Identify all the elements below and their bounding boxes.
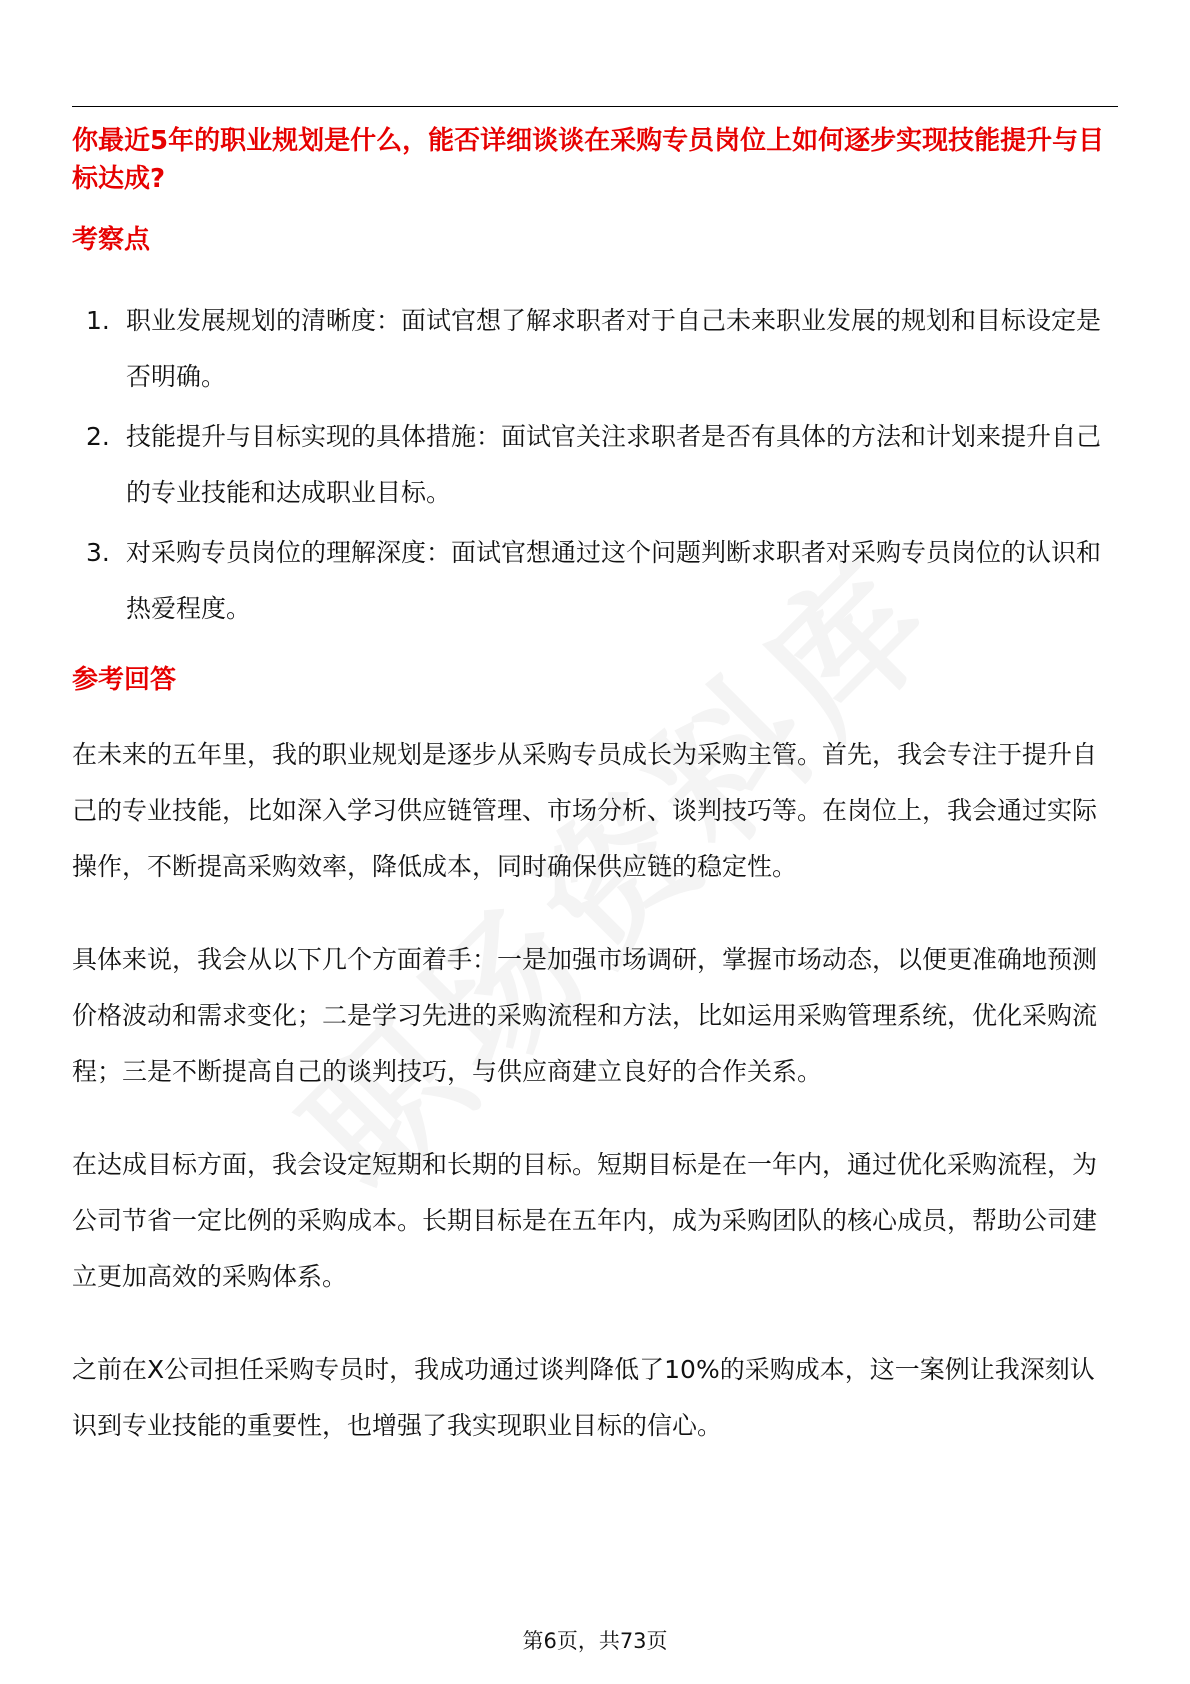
document-page xyxy=(72,0,1118,1684)
list-item-number: 1. xyxy=(86,306,110,335)
top-divider xyxy=(72,106,1118,107)
list-item xyxy=(72,525,1118,637)
list-item-text: 职业发展规划的清晰度：面试官想了解求职者对于自己未来职业发展的规划和目标设定是否明确。 xyxy=(126,306,1102,391)
answer-heading: 参考回答 xyxy=(72,665,177,695)
points-list xyxy=(72,293,1118,641)
answer-paragraph: 在未来的五年里，我的职业规划是逐步从采购专员成长为采购主管。首先，我会专注于提升自己的专业技能，比如深入学习供应链管理、市场分析、谈判技巧等。在岗位上，我会通过实际操作，不断提高采购效率，降低成本，同时确保供应链的稳定性。 xyxy=(72,740,1098,881)
answer-paragraph: 具体来说，我会从以下几个方面着手：一是加强市场调研，掌握市场动态，以便更准确地预测价格波动和需求变化；二是学习先进的采购流程和方法，比如运用采购管理系统，优化采购流程；三是不断提高自己的谈判技巧，与供应商建立良好的合作关系。 xyxy=(72,945,1098,1086)
question-title: 你最近5年的职业规划是什么，能否详细谈谈在采购专员岗位上如何逐步实现技能提升与目标达成? xyxy=(72,126,1105,194)
list-item-text: 对采购专员岗位的理解深度：面试官想通过这个问题判断求职者对采购专员岗位的认识和热爱程度。 xyxy=(126,538,1102,623)
answer-paragraph: 在达成目标方面，我会设定短期和长期的目标。短期目标是在一年内，通过优化采购流程，为公司节省一定比例的采购成本。长期目标是在五年内，成为采购团队的核心成员，帮助公司建立更加高效的采购体系。 xyxy=(72,1150,1098,1291)
list-item-number: 3. xyxy=(86,538,110,567)
list-item xyxy=(72,293,1118,405)
page-number: 第6页，共73页 xyxy=(522,1629,668,1653)
answer-paragraph: 之前在X公司担任采购专员时，我成功通过谈判降低了10%的采购成本，这一案例让我深刻认识到专业技能的重要性，也增强了我实现职业目标的信心。 xyxy=(72,1355,1095,1440)
answer-body xyxy=(72,727,1118,1491)
list-item-text: 技能提升与目标实现的具体措施：面试官关注求职者是否有具体的方法和计划来提升自己的专业技能和达成职业目标。 xyxy=(126,422,1102,507)
points-heading: 考察点 xyxy=(72,225,151,255)
list-item xyxy=(72,409,1118,521)
list-item-number: 2. xyxy=(86,422,110,451)
